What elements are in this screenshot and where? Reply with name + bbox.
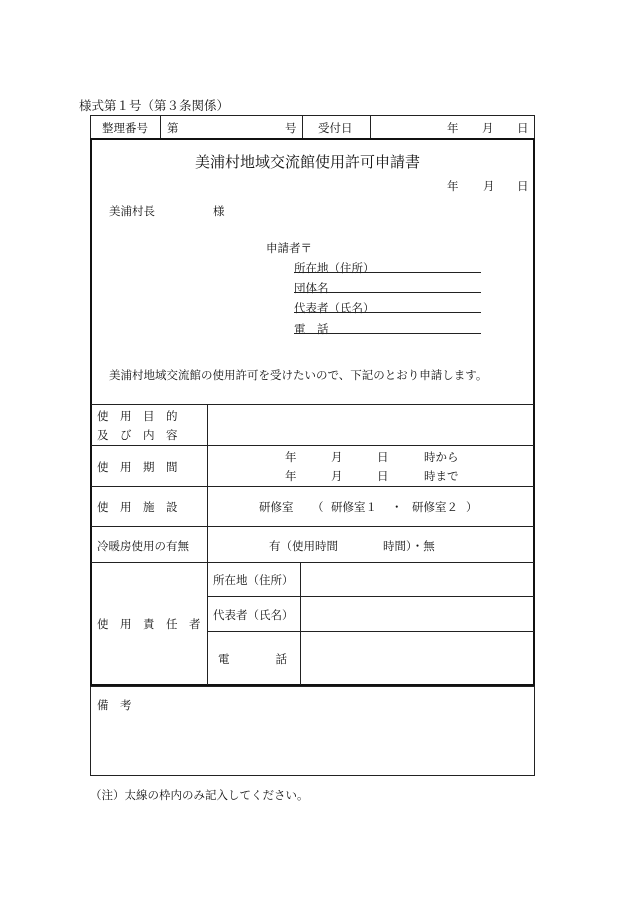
uketsuke-day: 日	[517, 121, 529, 135]
aircon-label: 冷暖房使用の有無	[97, 539, 189, 553]
dai-label: 第	[167, 121, 179, 135]
period-from-year: 年	[285, 450, 297, 464]
form-number: 様式第１号（第３条関係）	[79, 98, 230, 113]
period-to-day: 日	[377, 469, 389, 483]
date-year: 年	[447, 179, 459, 193]
applicant-phone-line[interactable]	[294, 333, 481, 334]
aircon-value-a[interactable]: 有（使用時間	[269, 539, 338, 553]
footnote: （注）太線の枠内のみ記入してください。	[90, 788, 309, 802]
period-label: 使 用 期 間	[97, 460, 178, 474]
aircon-value-b[interactable]: 時間）・無	[383, 539, 435, 553]
uketsuke-year: 年	[447, 121, 459, 135]
responsible-phone-label: 電 話	[218, 652, 287, 666]
remarks-label: 備 考	[97, 698, 132, 712]
responsible-address-label: 所在地（住所）	[213, 573, 294, 587]
responsible-representative-input[interactable]	[303, 598, 532, 629]
facility-close-paren: ）	[466, 500, 478, 514]
addressee-sama: 様	[213, 204, 225, 218]
header-row	[90, 115, 535, 139]
period-to-time: 時まで	[424, 469, 459, 483]
date-day: 日	[517, 179, 529, 193]
remarks-box[interactable]	[90, 686, 535, 776]
purpose-label-line2: 及 び 内 容	[97, 428, 178, 442]
facility-label: 使 用 施 設	[97, 500, 178, 514]
facility-separator: ・	[391, 500, 403, 514]
facility-room: 研修室	[259, 500, 294, 514]
seiri-number-label: 整理番号	[102, 121, 148, 135]
facility-open-paren: （	[312, 500, 324, 514]
applicant-label: 申請者〒	[266, 241, 312, 255]
applicant-representative-label: 代表者（氏名）	[294, 301, 375, 315]
date-month: 月	[483, 179, 495, 193]
go-label: 号	[285, 121, 297, 135]
application-statement: 美浦村地域交流館の使用許可を受けたいので、下記のとおり申請します。	[109, 368, 488, 382]
period-to-year: 年	[285, 469, 297, 483]
form-title: 美浦村地域交流館使用許可申請書	[195, 153, 421, 171]
uketsuke-label: 受付日	[318, 121, 353, 135]
period-from-month: 月	[331, 450, 343, 464]
applicant-address-line[interactable]	[294, 272, 481, 273]
applicant-group-line[interactable]	[294, 292, 481, 293]
responsible-phone-input[interactable]	[303, 633, 532, 683]
applicant-phone-label: 電 話	[294, 322, 329, 336]
addressee-name: 美浦村長	[109, 204, 155, 218]
period-to-month: 月	[331, 469, 343, 483]
purpose-label-line1: 使 用 目 的	[97, 409, 178, 423]
facility-room1-option[interactable]: 研修室１	[331, 500, 377, 514]
purpose-input-cell[interactable]	[210, 406, 532, 443]
period-from-time: 時から	[424, 450, 459, 464]
period-from-day: 日	[377, 450, 389, 464]
responsible-label: 使 用 責 任 者	[97, 617, 201, 631]
uketsuke-month: 月	[482, 121, 494, 135]
responsible-representative-label: 代表者（氏名）	[213, 608, 294, 622]
facility-room2-option[interactable]: 研修室２	[412, 500, 458, 514]
responsible-address-input[interactable]	[303, 564, 532, 594]
applicant-address-label: 所在地（住所）	[294, 261, 375, 275]
applicant-representative-line[interactable]	[294, 312, 481, 313]
applicant-group-label: 団体名	[294, 281, 329, 295]
